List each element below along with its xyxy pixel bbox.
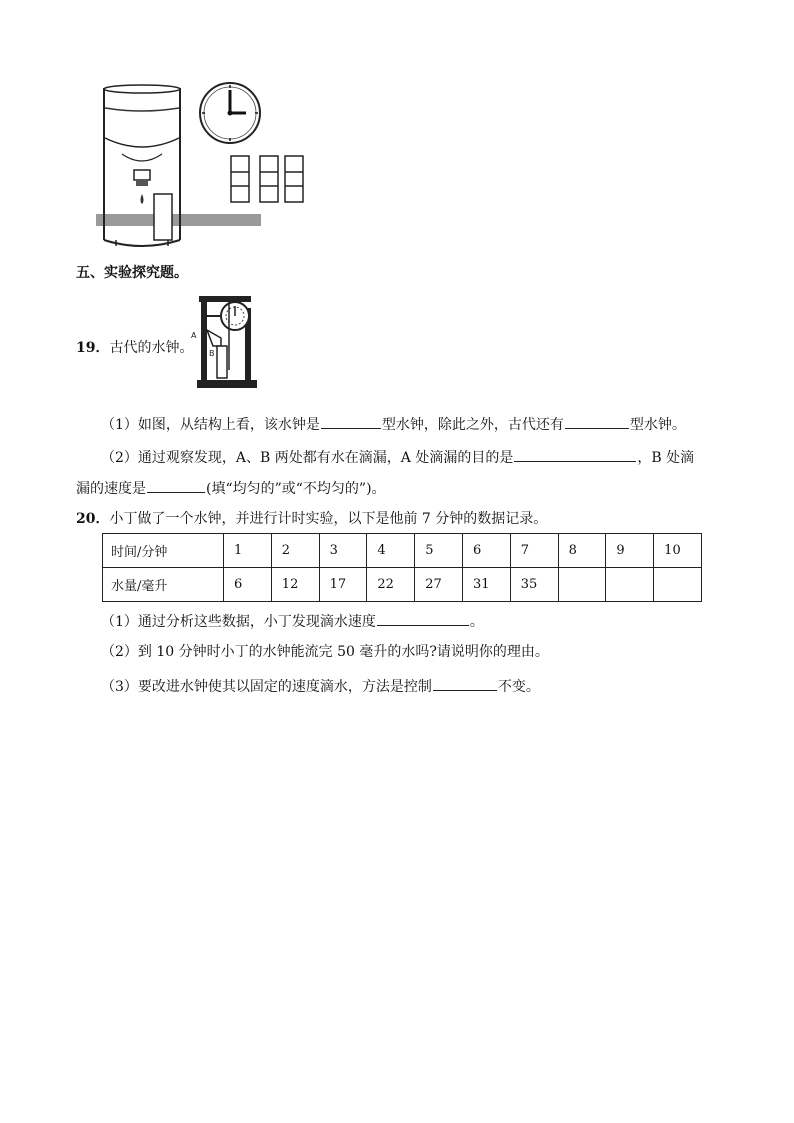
q19-number: 19． bbox=[76, 340, 110, 356]
data-table bbox=[102, 533, 702, 602]
q19-stem bbox=[76, 338, 193, 358]
table-cell: 27 bbox=[415, 568, 463, 602]
table-cell: 35 bbox=[510, 568, 558, 602]
table-cell-empty[interactable] bbox=[558, 568, 606, 602]
q20-part3 bbox=[101, 675, 540, 697]
table-cell: 8 bbox=[558, 534, 606, 568]
q19-p1-prefix: （1）如图，从结构上看，该水钟是 bbox=[101, 417, 320, 433]
table-cell: 31 bbox=[462, 568, 510, 602]
q19-p2-suffix: ，B 处滴 bbox=[637, 450, 695, 466]
q20-p3-suffix: 不变。 bbox=[497, 679, 540, 695]
q19-part1 bbox=[101, 413, 686, 435]
table-cell: 1 bbox=[224, 534, 272, 568]
q20-part1 bbox=[101, 610, 484, 632]
q20-p3-prefix: （3）要改进水钟使其以固定的速度滴水，方法是控制 bbox=[101, 679, 432, 695]
table-cell: 3 bbox=[319, 534, 367, 568]
q20-p1-prefix: （1）通过分析这些数据，小丁发现滴水速度 bbox=[101, 614, 376, 630]
q19-stem-text: 古代的水钟。 bbox=[109, 340, 194, 356]
q20-stem-text: 小丁做了一个水钟，并进行计时实验，以下是他前 7 分钟的数据记录。 bbox=[109, 511, 548, 527]
table-cell: 22 bbox=[367, 568, 415, 602]
table-cell-empty[interactable] bbox=[654, 568, 702, 602]
q19-p2-line2-suffix: (填“均匀的”或“不均匀的”)。 bbox=[206, 481, 386, 497]
q19-part2 bbox=[101, 446, 694, 468]
q19-p2-prefix: （2）通过观察发现，A、B 两处都有水在滴漏，A 处滴漏的目的是 bbox=[101, 450, 514, 466]
answer-blank[interactable] bbox=[565, 413, 629, 429]
answer-blank[interactable] bbox=[514, 446, 636, 462]
q19-p1-mid: 型水钟，除此之外，古代还有 bbox=[381, 417, 564, 433]
table-cell: 6 bbox=[462, 534, 510, 568]
answer-blank[interactable] bbox=[377, 610, 469, 626]
q19-p1-suffix: 型水钟。 bbox=[629, 417, 686, 433]
table-cell: 7 bbox=[510, 534, 558, 568]
q20-p1-suffix: 。 bbox=[469, 614, 484, 630]
table-cell: 9 bbox=[606, 534, 654, 568]
q19-part2-cont bbox=[76, 477, 386, 499]
wall-clock-icon bbox=[200, 83, 260, 143]
table-cell: 17 bbox=[319, 568, 367, 602]
q20-number: 20． bbox=[76, 511, 110, 527]
answer-blank[interactable] bbox=[433, 675, 497, 691]
answer-blank[interactable] bbox=[321, 413, 381, 429]
q20-stem bbox=[76, 509, 547, 529]
table-cell-empty[interactable] bbox=[606, 568, 654, 602]
table-cell: 4 bbox=[367, 534, 415, 568]
table-cell: 10 bbox=[654, 534, 702, 568]
table-cell: 6 bbox=[224, 568, 272, 602]
water-clock-figure bbox=[94, 80, 324, 255]
q19-p2-line2-prefix: 漏的速度是 bbox=[76, 481, 146, 497]
label-b: B bbox=[209, 349, 215, 358]
table-cell: 12 bbox=[271, 568, 319, 602]
ancient-water-clock-figure bbox=[191, 294, 261, 390]
table-cell: 5 bbox=[415, 534, 463, 568]
section-title: 五、实验探究题。 bbox=[76, 265, 188, 281]
row-header-time: 时间/分钟 bbox=[103, 534, 224, 568]
label-a: A bbox=[191, 331, 197, 340]
table-row-volume bbox=[103, 568, 702, 602]
graduated-cups bbox=[231, 156, 303, 202]
table-surface bbox=[96, 214, 261, 226]
table-row-time bbox=[103, 534, 702, 568]
table-cell: 2 bbox=[271, 534, 319, 568]
row-header-volume: 水量/毫升 bbox=[103, 568, 224, 602]
answer-blank[interactable] bbox=[147, 477, 205, 493]
q20-part2: （2）到 10 分钟时小丁的水钟能流完 50 毫升的水吗?请说明你的理由。 bbox=[101, 644, 549, 660]
